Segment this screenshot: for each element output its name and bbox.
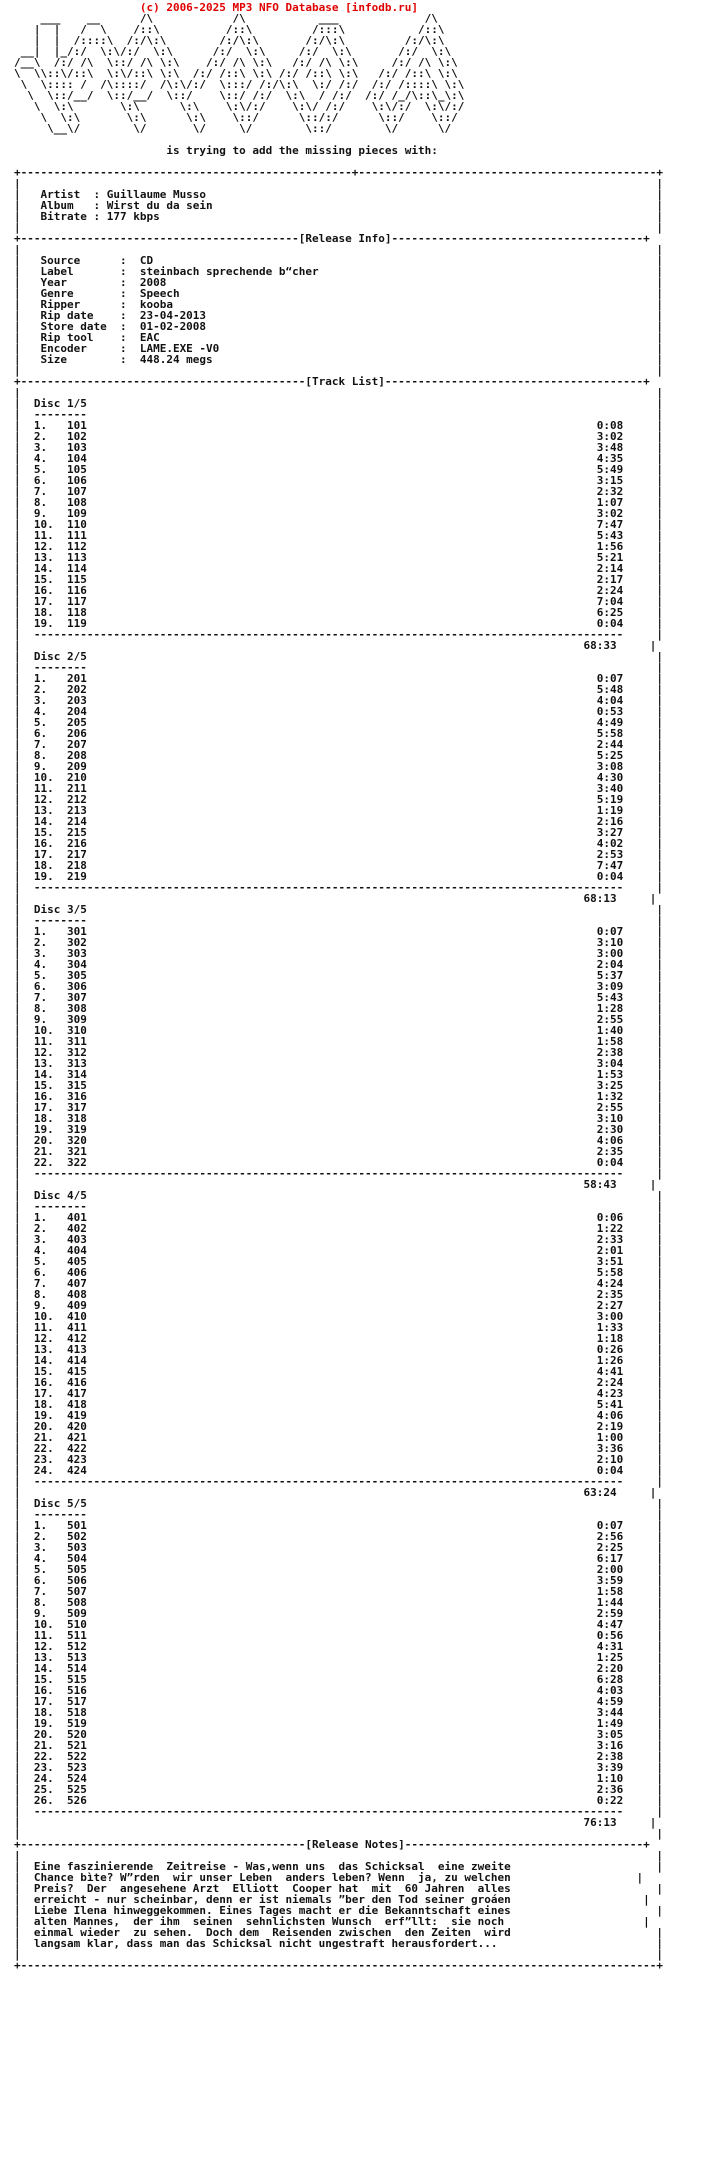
track-row: | 17. 217 2:53 |	[14, 848, 664, 861]
track-row: | 2. 102 3:02 |	[14, 430, 664, 443]
nfo-line: | -------- |	[14, 1200, 664, 1213]
track-row: | 6. 506 3:59 |	[14, 1574, 664, 1587]
track-row: | 23. 423 2:10 |	[14, 1453, 664, 1466]
track-row: | 6. 306 3:09 |	[14, 980, 664, 993]
track-row: | 4. 204 0:53 |	[14, 705, 664, 718]
logo-line: __| |_/:/ \:\/:/ \:\ /:/ \:\ /:/ \:\ /:/ \:\	[14, 45, 452, 58]
track-row: | 21. 521 3:16 |	[14, 1739, 664, 1752]
track-row: | 7. 507 1:58 |	[14, 1585, 664, 1598]
track-row: | 18. 318 3:10 |	[14, 1112, 664, 1125]
track-row: | 20. 520 3:05 |	[14, 1728, 664, 1741]
section-border: +------------------------------------------[Release Info]--------------------------------------+	[14, 232, 650, 245]
track-row: | 6. 206 5:58 |	[14, 727, 664, 740]
nfo-line: | Source : CD |	[14, 254, 664, 267]
track-row: | 21. 421 1:00 |	[14, 1431, 664, 1444]
nfo-line: | Ripper : kooba |	[14, 298, 664, 311]
disc-heading: | Disc 5/5 |	[14, 1497, 664, 1510]
disc-total: | 68:33 |	[14, 639, 657, 652]
nfo-line: | Rip date : 23-04-2013 |	[14, 309, 664, 322]
track-row: | 15. 315 3:25 |	[14, 1079, 664, 1092]
track-row: | 3. 503 2:25 |	[14, 1541, 664, 1554]
track-row: | 14. 514 2:20 |	[14, 1662, 664, 1675]
track-row: | 7. 107 2:32 |	[14, 485, 664, 498]
nfo-line: | -------- |	[14, 661, 664, 674]
track-row: | 1. 501 0:07 |	[14, 1519, 664, 1532]
nfo-line: | |	[14, 1849, 664, 1862]
nfo-line: | Album : Wirst du da sein |	[14, 199, 664, 212]
track-row: | 17. 417 4:23 |	[14, 1387, 664, 1400]
track-row: | 17. 517 4:59 |	[14, 1695, 664, 1708]
disc-heading: | Disc 2/5 |	[14, 650, 664, 663]
logo-line: \ \:\ \:\ \:\ \:\/:/ \:\/ /:/ \:\/:/ \:\/:/	[14, 100, 465, 113]
section-border: +--------------------------------------------------+---------------------------------------------+	[14, 166, 664, 179]
track-row: | 16. 116 2:24 |	[14, 584, 664, 597]
nfo-body	[14, 167, 712, 1971]
nfo-line: | -------- |	[14, 408, 664, 421]
nfo-line: | ----------------------------------------------------------------------------------------- |	[14, 1475, 664, 1488]
track-row: | 14. 414 1:26 |	[14, 1354, 664, 1367]
ascii-logo	[14, 13, 712, 134]
track-row: | 13. 313 3:04 |	[14, 1057, 664, 1070]
track-row: | 12. 112 1:56 |	[14, 540, 664, 553]
logo-line: \ \:\ \:\ \:\ \::/ \::/:/ \::/ \::/	[14, 111, 458, 124]
nfo-line: | |	[14, 177, 664, 190]
nfo-line: | Genre : Speech |	[14, 287, 664, 300]
disc-heading: | Disc 3/5 |	[14, 903, 664, 916]
track-row: | 11. 411 1:33 |	[14, 1321, 664, 1334]
track-row: | 15. 215 3:27 |	[14, 826, 664, 839]
nfo-line: | |	[14, 221, 664, 234]
nfo-line: | Eine faszinierende Zeitreise - Was,wenn uns das Schicksal eine zweite |	[14, 1860, 664, 1873]
nfo-line: | |	[14, 1827, 664, 1840]
track-row: | 14. 114 2:14 |	[14, 562, 664, 575]
track-row: | 13. 113 5:21 |	[14, 551, 664, 564]
track-row: | 22. 522 2:38 |	[14, 1750, 664, 1763]
track-row: | 5. 205 4:49 |	[14, 716, 664, 729]
copyright-line: (c) 2006-2025 MP3 NFO Database [infodb.ru]	[14, 1, 418, 14]
track-row: | 5. 505 2:00 |	[14, 1563, 664, 1576]
track-row: | 12. 212 5:19 |	[14, 793, 664, 806]
nfo-line: | erreicht - nur scheinbar, denn er ist niemals ”ber den Tod seiner groáen |	[14, 1893, 650, 1906]
track-row: | 9. 209 3:08 |	[14, 760, 664, 773]
track-row: | 12. 412 1:18 |	[14, 1332, 664, 1345]
track-row: | 2. 402 1:22 |	[14, 1222, 664, 1235]
track-row: | 4. 404 2:01 |	[14, 1244, 664, 1257]
track-row: | 7. 407 4:24 |	[14, 1277, 664, 1290]
track-row: | 3. 203 4:04 |	[14, 694, 664, 707]
track-row: | 22. 322 0:04 |	[14, 1156, 664, 1169]
nfo-line: | Liebe Ilena hinweggekommen. Eines Tages macht er die Bekanntschaft eines |	[14, 1904, 664, 1917]
disc-total: | 68:13 |	[14, 892, 657, 905]
track-row: | 14. 314 1:53 |	[14, 1068, 664, 1081]
track-row: | 22. 422 3:36 |	[14, 1442, 664, 1455]
track-row: | 8. 208 5:25 |	[14, 749, 664, 762]
track-row: | 16. 316 1:32 |	[14, 1090, 664, 1103]
track-row: | 4. 304 2:04 |	[14, 958, 664, 971]
nfo-line: | |	[14, 364, 664, 377]
disc-heading: | Disc 4/5 |	[14, 1189, 664, 1202]
tagline: is trying to add the missing pieces with:	[14, 144, 438, 157]
nfo-line: | |	[14, 1948, 664, 1961]
track-row: | 3. 303 3:00 |	[14, 947, 664, 960]
track-row: | 19. 519 1:49 |	[14, 1717, 664, 1730]
track-row: | 5. 105 5:49 |	[14, 463, 664, 476]
section-border: +-------------------------------------------[Track List]---------------------------------------+	[14, 375, 650, 388]
track-row: | 6. 406 5:58 |	[14, 1266, 664, 1279]
track-row: | 3. 403 2:33 |	[14, 1233, 664, 1246]
nfo-line: | Encoder : LAME.EXE -V0 |	[14, 342, 664, 355]
track-row: | 15. 115 2:17 |	[14, 573, 664, 586]
logo-line: \ \::/__/ \::/__/ \::/ \::/ /:/ \:\ / /:/ /:/ /_/\::\_\:\	[14, 89, 465, 102]
track-row: | 11. 111 5:43 |	[14, 529, 664, 542]
nfo-line: | Size : 448.24 megs |	[14, 353, 664, 366]
track-row: | 26. 526 0:22 |	[14, 1794, 664, 1807]
track-row: | 21. 321 2:35 |	[14, 1145, 664, 1158]
track-row: | 2. 502 2:56 |	[14, 1530, 664, 1543]
track-row: | 10. 210 4:30 |	[14, 771, 664, 784]
track-row: | 23. 523 3:39 |	[14, 1761, 664, 1774]
track-row: | 5. 305 5:37 |	[14, 969, 664, 982]
track-row: | 16. 416 2:24 |	[14, 1376, 664, 1389]
track-row: | 16. 516 4:03 |	[14, 1684, 664, 1697]
track-row: | 1. 201 0:07 |	[14, 672, 664, 685]
track-row: | 11. 511 0:56 |	[14, 1629, 664, 1642]
disc-total: | 76:13 |	[14, 1816, 657, 1829]
track-row: | 1. 101 0:08 |	[14, 419, 664, 432]
disc-heading: | Disc 1/5 |	[14, 397, 664, 410]
track-row: | 9. 509 2:59 |	[14, 1607, 664, 1620]
nfo-line: | einmal wieder zu sehen. Doch dem Reisenden zwischen den Zeiten wird |	[14, 1926, 664, 1939]
track-row: | 15. 415 4:41 |	[14, 1365, 664, 1378]
nfo-line: | |	[14, 386, 664, 399]
logo-line: | | /::::\ /:/\:\ /:/\:\ /:/\:\ /:/\:\	[14, 34, 445, 47]
track-row: | 7. 307 5:43 |	[14, 991, 664, 1004]
track-row: | 20. 320 4:06 |	[14, 1134, 664, 1147]
nfo-line: | langsam klar, dass man das Schicksal nicht ungestraft herausfordert... |	[14, 1937, 664, 1950]
track-row: | 8. 308 1:28 |	[14, 1002, 664, 1015]
logo-line: ___ __ /\ /\ ___ /\	[14, 12, 438, 25]
nfo-line: | -------- |	[14, 914, 664, 927]
nfo-line: | Bitrate : 177 kbps |	[14, 210, 664, 223]
track-row: | 9. 309 2:55 |	[14, 1013, 664, 1026]
track-row: | 19. 319 2:30 |	[14, 1123, 664, 1136]
nfo-line: | Rip tool : EAC |	[14, 331, 664, 344]
nfo-line: | ----------------------------------------------------------------------------------------- |	[14, 1167, 664, 1180]
track-row: | 18. 218 7:47 |	[14, 859, 664, 872]
track-row: | 6. 106 3:15 |	[14, 474, 664, 487]
track-row: | 16. 216 4:02 |	[14, 837, 664, 850]
nfo-line: | Preis? Der angesehene Arzt Elliott Cooper hat mit 60 Jahren alles |	[14, 1882, 664, 1895]
track-row: | 25. 525 2:36 |	[14, 1783, 664, 1796]
track-row: | 2. 302 3:10 |	[14, 936, 664, 949]
track-row: | 10. 310 1:40 |	[14, 1024, 664, 1037]
logo-line: /__\ /:/ /\ \::/ /\ \:\ /:/ /\ \:\ /:/ /\ \:\ /:/ /\ \:\	[14, 56, 458, 69]
track-row: | 13. 413 0:26 |	[14, 1343, 664, 1356]
track-row: | 5. 405 3:51 |	[14, 1255, 664, 1268]
track-row: | 13. 513 1:25 |	[14, 1651, 664, 1664]
nfo-line: | -------- |	[14, 1508, 664, 1521]
logo-line: \ \:::: / /\::::/ /\:\/:/ \:::/ /:/\:\ \:/ /:/ /:/ /::::\ \:\	[14, 78, 465, 91]
nfo-line: | Year : 2008 |	[14, 276, 664, 289]
nfo-line: | Store date : 01-02-2008 |	[14, 320, 664, 333]
track-row: | 11. 311 1:58 |	[14, 1035, 664, 1048]
nfo-line: | Label : steinbach sprechende b“cher |	[14, 265, 664, 278]
track-row: | 8. 508 1:44 |	[14, 1596, 664, 1609]
track-row: | 10. 110 7:47 |	[14, 518, 664, 531]
track-row: | 17. 117 7:04 |	[14, 595, 664, 608]
disc-total: | 58:43 |	[14, 1178, 657, 1191]
track-row: | 13. 213 1:19 |	[14, 804, 664, 817]
logo-line: \ \\::\/::\ \:\/::\ \:\ /:/ /::\ \:\ /:/ /::\ \:\ /:/ /::\ \:\	[14, 67, 458, 80]
track-row: | 24. 424 0:04 |	[14, 1464, 664, 1477]
track-row: | 4. 504 6:17 |	[14, 1552, 664, 1565]
track-row: | 19. 219 0:04 |	[14, 870, 664, 883]
track-row: | 4. 104 4:35 |	[14, 452, 664, 465]
track-row: | 7. 207 2:44 |	[14, 738, 664, 751]
nfo-line: | |	[14, 243, 664, 256]
disc-total: | 63:24 |	[14, 1486, 657, 1499]
track-row: | 10. 510 4:47 |	[14, 1618, 664, 1631]
track-row: | 9. 109 3:02 |	[14, 507, 664, 520]
track-row: | 18. 118 6:25 |	[14, 606, 664, 619]
nfo-line: | ----------------------------------------------------------------------------------------- |	[14, 1805, 664, 1818]
track-row: | 12. 312 2:38 |	[14, 1046, 664, 1059]
track-row: | 1. 301 0:07 |	[14, 925, 664, 938]
track-row: | 8. 108 1:07 |	[14, 496, 664, 509]
track-row: | 18. 518 3:44 |	[14, 1706, 664, 1719]
section-border: +------------------------------------------------------------------------------------------------+	[14, 1959, 664, 1972]
nfo-line: | Chance bìte? W”rden wir unser Leben anders leben? Wenn ja, zu welchen |	[14, 1871, 644, 1884]
track-row: | 24. 524 1:10 |	[14, 1772, 664, 1785]
section-border: +-------------------------------------------[Release Notes]------------------------------------+	[14, 1838, 650, 1851]
logo-line: | | / \ /::\ /::\ /:::\ /::\	[14, 23, 445, 36]
nfo-line: | ----------------------------------------------------------------------------------------- |	[14, 881, 664, 894]
track-row: | 18. 418 5:41 |	[14, 1398, 664, 1411]
track-row: | 9. 409 2:27 |	[14, 1299, 664, 1312]
track-row: | 20. 420 2:19 |	[14, 1420, 664, 1433]
logo-line: \__\/ \/ \/ \/ \::/ \/ \/	[14, 122, 452, 135]
track-row: | 12. 512 4:31 |	[14, 1640, 664, 1653]
track-row: | 19. 419 4:06 |	[14, 1409, 664, 1422]
track-row: | 8. 408 2:35 |	[14, 1288, 664, 1301]
nfo-line: | ----------------------------------------------------------------------------------------- |	[14, 628, 664, 641]
nfo-line: | Artist : Guillaume Musso |	[14, 188, 664, 201]
track-row: | 2. 202 5:48 |	[14, 683, 664, 696]
track-row: | 10. 410 3:00 |	[14, 1310, 664, 1323]
track-row: | 14. 214 2:16 |	[14, 815, 664, 828]
track-row: | 11. 211 3:40 |	[14, 782, 664, 795]
track-row: | 15. 515 6:28 |	[14, 1673, 664, 1686]
track-row: | 1. 401 0:06 |	[14, 1211, 664, 1224]
track-row: | 17. 317 2:55 |	[14, 1101, 664, 1114]
track-row: | 19. 119 0:04 |	[14, 617, 664, 630]
nfo-line: | alten Mannes, der ihm seinen sehnlichsten Wunsch erf”llt: sie noch |	[14, 1915, 650, 1928]
track-row: | 3. 103 3:48 |	[14, 441, 664, 454]
